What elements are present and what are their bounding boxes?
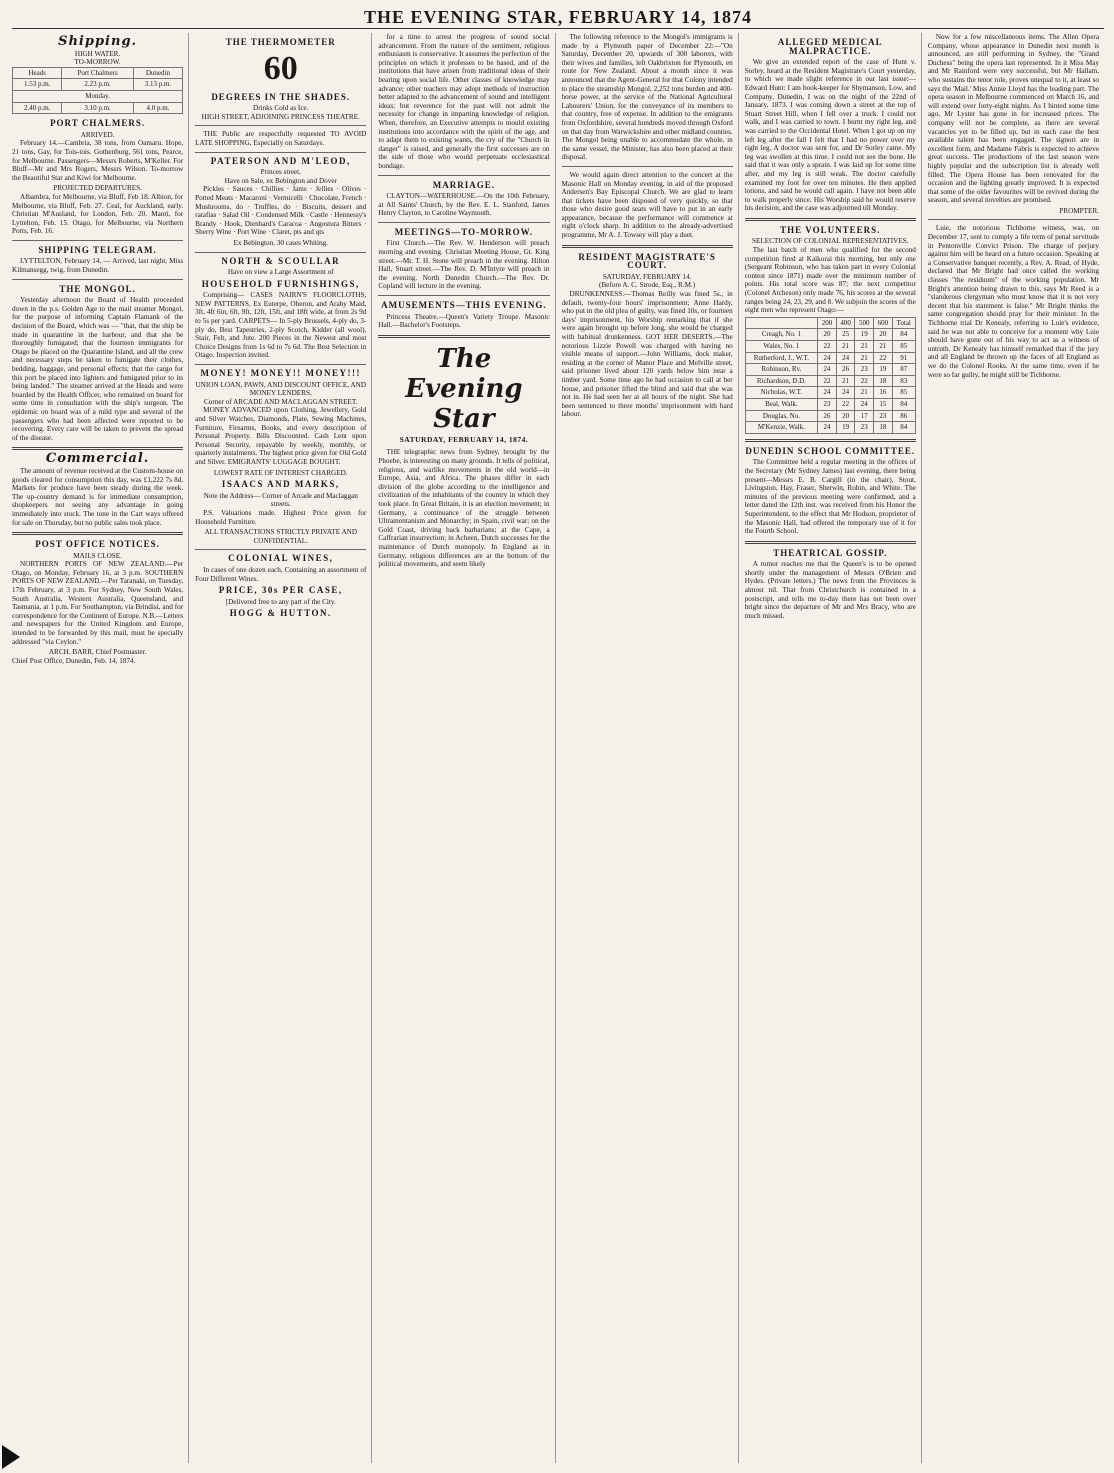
editorial-part-a: for a time to arrest the progress of sound social advancement. From the nature of the sentiment, religious enthusiasm is conservative. It assumes the perfection of the principles on which it professes to be based, and of the institutions that have arisen from traditional ideas of their bearing upon social life. Other classes of knowledge may advance; other teachers may adopt methods of instruction better adapted to the advancement of sound and intelligent ideas; but reverence for the past will not admit the necessity for change in imparting knowledge of religion. When, therefore, an Executive attempts to mould existing institutions into accordance with the spirit of the age, and to adapt them to existing wants, the cry of the "Church in danger" is raised, and generally the first successes are on the side of those who would perpetuate ecclesiastical bondage. bbox=[378, 33, 550, 170]
table-cell: 2.40 p.m. bbox=[13, 102, 62, 114]
table-cell: 21 bbox=[855, 341, 874, 353]
column-5 bbox=[745, 33, 922, 1463]
table-header-cell: 200 bbox=[818, 317, 837, 329]
table-cell: 84 bbox=[892, 422, 915, 434]
gossip-text: A rumor reaches me that the Queen's is to be opened shortly under the management of Messrs O'Brien and Hydes. (Private letters.) The news from the Provinces is almost nil. That from Christchurch is contained in a postscript, and tells me to-day there has not been over bright since the departure of Mr and Mrs Bracy, who are much missed. bbox=[744, 560, 916, 620]
table-cell: Heads bbox=[13, 67, 62, 79]
lowest-rate-line: LOWEST RATE OF INTEREST CHARGED. bbox=[213, 468, 348, 477]
table-cell: Beal, Walk. bbox=[745, 398, 817, 410]
high-water-label: HIGH WATER. bbox=[74, 49, 121, 58]
gossip-heading: THEATRICAL GOSSIP. bbox=[773, 547, 888, 558]
table-cell: 21 bbox=[874, 341, 893, 353]
table-cell: 23 bbox=[855, 422, 874, 434]
drinks-line: Drinks Cold as Ice. bbox=[253, 104, 309, 113]
marriage-text: CLAYTON—WATERHOUSE.—On the 10th February, at All Saints' Church, by the Rev. E. L. Stanford, James Henry Clayton, to Caroline Waymouth. bbox=[378, 192, 550, 218]
table-row bbox=[745, 329, 915, 341]
high-street-line: HIGH STREET, ADJOINING PRINCESS THEATRE. bbox=[201, 112, 360, 121]
table-cell: 22 bbox=[818, 375, 837, 387]
colonial-wines-heading: COLONIAL WINES, bbox=[228, 553, 334, 564]
divider bbox=[195, 364, 366, 365]
table-cell: 18 bbox=[874, 422, 893, 434]
amusements-heading: AMUSEMENTS—THIS EVENING. bbox=[381, 300, 547, 311]
union-loan-line: UNION LOAN, PAWN, AND DISCOUNT OFFICE, AND MONEY LENDERS, bbox=[195, 380, 367, 398]
shipping-heading: Shipping. bbox=[58, 34, 138, 49]
divider bbox=[378, 335, 549, 338]
divider bbox=[195, 125, 366, 126]
table-cell: 1.53 p.m. bbox=[13, 79, 62, 91]
table-cell: Dunedin bbox=[133, 67, 183, 79]
household-heading: HOUSEHOLD FURNISHINGS, bbox=[201, 278, 360, 289]
post-heading: POST OFFICE NOTICES. bbox=[35, 539, 160, 550]
amusements-text: Princess Theatre.—Queen's Variety Troupe. Masonic Hall.—Bachelor's Footsteps. bbox=[378, 312, 550, 330]
table-cell: 22 bbox=[855, 375, 874, 387]
table-cell: 21 bbox=[855, 352, 874, 364]
thermometer-value: 60 bbox=[263, 49, 298, 87]
projected-text: Albambra, for Melbourne, via Bluff, Feb 18. Albion, for Melbourne, via Bluff, Feb. 27. Ceal, for Auckland, early. Christian M'Ausland, for London, Feb. 20. Maori, for Lyttelton, Feb. 15. Otago, for Melbourne, via Northern Ports, Feb. 16. bbox=[12, 192, 184, 236]
table-cell: 83 bbox=[892, 375, 915, 387]
table-cell: 19 bbox=[855, 329, 874, 341]
table-row bbox=[13, 102, 183, 114]
column-3 bbox=[378, 33, 555, 1463]
valuation-text: P.S. Valuations made. Highest Price given for Household Furniture. bbox=[195, 508, 367, 526]
table-cell: 23 bbox=[818, 398, 837, 410]
divider bbox=[378, 222, 549, 223]
table-row bbox=[745, 422, 915, 434]
table-cell: 19 bbox=[874, 364, 893, 376]
table-cell: 85 bbox=[892, 387, 915, 399]
table-cell: 91 bbox=[892, 352, 915, 364]
table-cell: 18 bbox=[874, 375, 893, 387]
meetings-text: First Church.—The Rev. W. Henderson will preach morning and evening. Christian Meeting House, Gt. King street.—Mr. T. H. Stone will preach in the evening. Hilton Hall, Stuart street.—The Rev. D. M'Intyre will preach in the evening. North Dunedin Church.—The Rev. Dr. Copland will lecture in the evening. bbox=[378, 239, 550, 291]
table-row bbox=[745, 352, 915, 364]
table-cell: 24 bbox=[855, 398, 874, 410]
isaacs-address: Note the Address— Corner of Arcade and Maclaggan streets. bbox=[203, 491, 358, 509]
column-6 bbox=[928, 33, 1104, 1463]
price-line: PRICE, 30s PER CASE, bbox=[218, 585, 343, 596]
table-row bbox=[745, 341, 915, 353]
volunteers-heading: THE VOLUNTEERS. bbox=[780, 224, 881, 235]
divider bbox=[12, 240, 183, 241]
table-cell: 24 bbox=[836, 387, 855, 399]
goods-list: Pickles · Sauces · Chillies · Jams · Jellies · Olives · Potted Meats · Macaroni · Vermicelli · Chocolate, French · Mushrooms, do · Truffles, do · Biscuits, dessert and ratafias · Salad Oil · Condensed Milk · Castle · Hennessy's Brandy · Hook, Dienhard's Caracoa · Angostura Bitters · Sherry Wine · Port Wine · Claret, pts and qts bbox=[195, 185, 367, 237]
volunteers-text: The last batch of men who qualified for the second competition fired at Kaikorai this morning, but only one (Sergeant Robinson, who has taken part in every Colonial contest since 1871) made over the minimum number of points. His total score was 87; the next competitor (Colonel Atcheson) only made 76, his scores at the several ranges being 24, 23, 29, and 8. We subjoin the scores of the eight men who represent Otago:— bbox=[744, 246, 916, 315]
table-cell: 2.23 p.m. bbox=[62, 79, 133, 91]
paper-title: The Evening Star bbox=[405, 343, 523, 434]
malpractice-text: We give an extended report of the case of Hunt v. Sorley, heard at the Resident Magistrate's Court yesterday, to which we made slight reference in our last issue:— Edward Hunt: I am book-keeper for Shymanson, Low, and Company, Dunedin, I was on the night of the 22nd of January, 1873. I was coming down a street at the top of Stuart Street Hill, when I fell over a truck. I could not walk, and I was carried to town. I burnt my right leg, and was carried to the Occidental Hotel. When I got up on my left leg after the fall I felt that I had no power over my right leg. A doctor was sent for, and Dr Sorley came. My leg was swollen at this time. I could not see the bone. He said that it was only a sprain. I was laid up for some time after, and my leg is still weak. The doctor carefully examined my foot for over ten minutes. He then applied lotions, and said he would call again. I have not been able to walk properly since. His Worship said he would reserve his decision, and the case was adjourned till Monday. bbox=[744, 58, 916, 213]
divider bbox=[928, 219, 1099, 220]
school-heading: DUNEDIN SCHOOL COMMITTEE. bbox=[745, 445, 916, 456]
table-cell: Creagh, No. 1 bbox=[745, 329, 817, 341]
table-cell: 21 bbox=[836, 375, 855, 387]
thermometer-line: DEGREES IN THE SHADES. bbox=[211, 91, 351, 102]
table-cell: 87 bbox=[892, 364, 915, 376]
editorial-part-b: THE telegraphic news from Sydney, brought by the Phoebe, is interesting on many grounds. It tells of political, religious, and warlike movements in the old world—in Europe, Asia, and Africa. The phases differ in each division of the globe according to the intelligence and civilization of the inhabitants of the country in which they took place. In Great Britain, it is an election movement; in Germany, a continuance of the struggle between Ultramontanism and Monarchy; in Spain, civil war; on the Gold Coast, driving back barbarians; at the Cape, a Caffrarian insurrection; in Acheen, Dutch successes for the maintenance of Dutch monopoly. In England as in Germany, religious differences are at the bottom of the political movements, and seem likely bbox=[378, 448, 550, 569]
projected-label: PROJECTED DEPARTURES. bbox=[53, 184, 142, 193]
table-cell: 3.13 p.m. bbox=[133, 79, 183, 91]
telegram-text: LYTTELTON, February 14. — Arrived, last night, Miss Kilmansegg, twig, from Dunedin. bbox=[12, 257, 184, 275]
court-heading: RESIDENT MAGISTRATE'S COURT. bbox=[578, 251, 716, 271]
table-cell: 26 bbox=[836, 364, 855, 376]
column-4 bbox=[562, 33, 739, 1463]
table-row bbox=[745, 398, 915, 410]
divider bbox=[12, 447, 183, 450]
table-cell: Richardson, D.D. bbox=[745, 375, 817, 387]
hogg-hutton: HOGG & HUTTON. bbox=[229, 608, 332, 619]
table-cell: 22 bbox=[836, 398, 855, 410]
table-cell: Wales, No. 1 bbox=[745, 341, 817, 353]
thermometer-heading: THE THERMOMETER bbox=[225, 37, 336, 47]
table-cell: 22 bbox=[818, 341, 837, 353]
table-cell: Nicholas, W.T. bbox=[745, 387, 817, 399]
table-cell: 84 bbox=[892, 329, 915, 341]
commercial-text: The amount of revenue received at the Custom-house on goods cleared for consumption this day, was £1,222 7s 8d. Markets for produce have been steady during the week. The up-country demand is for immediate consumption, shopkeepers not seeing any advantage in going immediately into stock. The tone in the Cart ways offered for sale on Thursday, but no public sales took place. bbox=[12, 466, 184, 527]
paterson-heading: PATERSON AND M'LEOD, bbox=[210, 155, 351, 166]
arcade-line: Corner of ARCADE AND MACLAGGAN STREET. bbox=[203, 397, 358, 406]
column-2 bbox=[195, 33, 372, 1463]
signature: PROMPTER. bbox=[1059, 206, 1100, 215]
post-office-line: Chief Post Office, Dunedin, Feb. 14, 1874. bbox=[12, 656, 136, 665]
table-cell: Douglas, No. bbox=[745, 410, 817, 422]
table-cell: 20 bbox=[874, 329, 893, 341]
table-cell: 23 bbox=[855, 364, 874, 376]
concert-notice: We would again direct attention to the concert at the Masonic Hall on Monday evening, in aid of the proposed Andersen's Bay Episcopal Church. We are glad to learn that tickets have been disposed of very quickly, so that those who desire good seats will have to put in an early appearance, because the performance will commence at eight o'clock sharp. In addition to the already-advertised programme, Mr A. J. Towsey will play a duet. bbox=[561, 170, 733, 240]
divider bbox=[745, 218, 916, 221]
table-cell: 26 bbox=[818, 410, 837, 422]
court-date: SATURDAY, FEBRUARY 14. bbox=[602, 272, 692, 281]
table-cell: 23 bbox=[874, 410, 893, 422]
colonial-text: In cases of one dozen each, Containing an assortment of Four Different Wines. bbox=[195, 565, 367, 583]
table-row bbox=[745, 387, 915, 399]
divider bbox=[195, 152, 366, 153]
table-header-cell bbox=[745, 317, 817, 329]
divider bbox=[745, 541, 916, 544]
tomorrow-label: TO-MORROW. bbox=[74, 58, 121, 67]
isaacs-heading: ISAACS AND MARKS, bbox=[221, 479, 340, 490]
court-text: DRUNKENNESS.—Thomas Reilly was fined 5s., in default, twenty-four hours' imprisonment; Anne Hardy, who put in the old plea of guilty, was fined 10s, or fourteen days' imprisonment, his Worship remarking that if she were again brought up before long, she would be charged with habitual drunkenness. GOT HER DESERTS.—The notorious Lizzie Powell was charged with having no visible means of support.—John Williams, dock maker, residing at the corner of Manor Place and Melville street, said prisoner lived about 120 yards below him near a timber yard. Some time ago he had occasion to call at her house, and prisoner lifted the blind and said that she was not in. He had seen her at all hours of the night. She had been sentenced to three months' imprisonment with hard labour. bbox=[561, 290, 733, 419]
table-row bbox=[745, 375, 915, 387]
divider bbox=[378, 295, 549, 296]
commercial-heading: Commercial. bbox=[45, 451, 150, 467]
port-heading: PORT CHALMERS. bbox=[50, 118, 146, 129]
postmaster: ARCH. BARR, Chief Postmaster. bbox=[48, 648, 147, 657]
table-cell: 3.10 p.m. bbox=[62, 102, 133, 114]
confidential-line: ALL TRANSACTIONS STRICTLY PRIVATE AND CONFIDENTIAL. bbox=[204, 528, 358, 545]
princes-street: Princes street, bbox=[260, 168, 301, 177]
table-cell: 24 bbox=[836, 352, 855, 364]
table-cell: Rutherford, J., W.T. bbox=[745, 352, 817, 364]
table-cell: 25 bbox=[836, 329, 855, 341]
table-row bbox=[13, 67, 183, 79]
table-cell: Monday. bbox=[13, 90, 183, 102]
table-cell: 21 bbox=[836, 341, 855, 353]
divider bbox=[562, 166, 733, 167]
post-text: NORTHERN PORTS OF NEW ZEALAND.—Per Otago, on Monday, February 16, at 3 p.m. SOUTHERN PORTS OF NEW ZEALAND.—Per Taranaki, on Tuesday, 17th February, at 3 p.m. For Sydney, New South Wales, South Australia, Western Australia, Queensland, and Tasmania, at 1 p.m. For Southampton, via Brindisi, and for correspondence for the Continent of Europe. N.B.—Letters and newspapers for the United Kingdom and Europe, intended to be forwarded by this mail, must be specially addressed "via Ceylon." bbox=[12, 560, 184, 646]
table-header-cell: 400 bbox=[836, 317, 855, 329]
table-cell: 24 bbox=[818, 364, 837, 376]
divider bbox=[12, 532, 183, 535]
page-corner-marker bbox=[2, 1445, 20, 1469]
marriage-heading: MARRIAGE. bbox=[432, 179, 496, 190]
money-text: MONEY ADVANCED upon Clothing, Jewellery, Gold and Silver Watches, Diamonds, Plate, Sewing Machines, Furniture, Firearms, Books, and every description of Personal Property. Bills Discounted. Cash Lent upon Personal Security, repayable by weekly, monthly, or quarterly instalments. The highest price given for Old Gold and Silver. EMIGRANTS' LUGGAGE BOUGHT. bbox=[195, 406, 367, 466]
sale-line: Have on Sale, ex Bebington and Dover bbox=[224, 176, 337, 185]
meetings-heading: MEETINGS—TO-MORROW. bbox=[394, 226, 534, 237]
scores-table bbox=[745, 317, 916, 434]
malpractice-heading: ALLEGED MEDICAL MALPRACTICE. bbox=[777, 37, 883, 56]
table-cell: Robinson, Rv. bbox=[745, 364, 817, 376]
mongol-heading: THE MONGOL. bbox=[59, 283, 136, 294]
table-header-cell: Total bbox=[892, 317, 915, 329]
arrived-label: ARRIVED. bbox=[80, 130, 115, 139]
divider bbox=[12, 279, 183, 280]
table-cell: 19 bbox=[836, 422, 855, 434]
column-1 bbox=[12, 33, 189, 1463]
table-cell: 17 bbox=[855, 410, 874, 422]
table-cell: 20 bbox=[836, 410, 855, 422]
table-row bbox=[745, 317, 915, 329]
school-text: The Committee held a regular meeting in the offices of the Secretary (Mr Sydney James) last evening, there being present—Messrs E. B. Cargill (in the chair), Stout, Livingston, Hay, Fraser, Sherwin, Robin, and White. The minutes of the previous meeting were confirmed, and a letter dated the 12th inst. was received from his Honor the Superintendent, to the effect that Mr Hodson, proprietor of the Masonic Hall, had offered the temporary use of it for the Fourth School. bbox=[744, 458, 916, 536]
tichborne-text: Luie, the notorious Tichborne witness, was, on December 17, sent to comply a life term of penal servitude in Pentonville Convict Prison. The charge of perjury against him will be heard on a future occasion. Speaking at a Conservative banquet recently, a Rev. A. Read, of Hyde, declared that Mr Bright had once called the working classes "the residuum" of the working population. Mr Bright's attention being drawn to this, says Mr Reed is a "slanderous clergyman who must know that it is not very decent that his statement is false." Mr Bright thinks the same congregation should pray for their minister. In the Tichborne trial Dr Kenealy, referring to Luie's evidence, said he was not able to conceive for a moment why Luie should have gone out of his way to act as a witness of untruth. Dr Kenealy has himself remarked that if the jury and all England be thrown up the faces of all England as we do the Colonel Rooks. At the same time, even if he were so far guilty, he might still be Tichborne. bbox=[927, 224, 1100, 379]
divider bbox=[745, 439, 916, 442]
volunteers-subheading: SELECTION OF COLONIAL REPRESENTATIVES. bbox=[752, 237, 909, 246]
table-row bbox=[745, 410, 915, 422]
table-cell: 22 bbox=[874, 352, 893, 364]
paper-date: SATURDAY, FEBRUARY 14, 1874. bbox=[399, 434, 529, 444]
mongol-immigrants-text: The following reference to the Mongol's immigrants is made by a Plymouth paper of December 22:—"On Saturday, December 20, upwards of 300 laborers, with their wives and families, left Oakbrixton for Plymouth, en route for New Zealand. About a month since it was announced that the Agent-General for that Colony intended to place the steamship Mongol, 2,252 tons burden and 400-horse power, at the service of the National Agricultural Labourers' Union, for the conveyance of its members to that country, free of expense. In addition to the emigrants from Oxfordshire, several hundreds moved through Oxford on that day from Warwickshire and other midland counties. The Mongol being unable to accommodate the whole, in the same vessel, the Minister, has also been placed at their disposal. bbox=[561, 33, 733, 162]
table-cell: 20 bbox=[818, 329, 837, 341]
bebington-line: Ex Bebington, 30 cases Whiting. bbox=[233, 238, 328, 247]
tide-table bbox=[12, 67, 183, 114]
divider bbox=[195, 549, 366, 550]
table-row bbox=[745, 364, 915, 376]
telegram-heading: SHIPPING TELEGRAM. bbox=[38, 244, 157, 255]
divider bbox=[562, 245, 733, 248]
table-cell: 24 bbox=[818, 422, 837, 434]
divider bbox=[195, 252, 366, 253]
page-masthead: THE EVENING STAR, FEBRUARY 14, 1874 bbox=[12, 6, 1104, 29]
table-cell: 24 bbox=[818, 387, 837, 399]
table-row bbox=[13, 90, 183, 102]
arrived-text: February 14.—Cambria, 38 tons, from Oamaru. Hope, 21 tons, Gay, for Tois-tois. Gothenburg, 561 tons, Pearce, for Melbourne. Passengers—Messrs Roberts, M'Keller. For Bluff—Mr and Mrs Rogers, Messrs Wilson. To-morrow the Beautiful Star and Kiwi for Melbourne. bbox=[12, 139, 184, 182]
household-text: Comprising— CASES NAIRN'S FLOORCLOTHS, NEW PATTERNS, Ex Euterpe, Oberon, and Araby Maid, 3ft, 4ft 6in, 6ft, 9ft, 12ft, 15ft, and 18ft wide, at from 2s 9d to 5s per yard. CARPETS— In 5-ply Brussels, 4-ply do, 3-ply do, Best Tapestries, 2-ply Scotch, Kidder (all wool), Stair, Felt, and Jute. 200 Pieces in the Newest and most Choice Designs from 1s 6d to 7s 6d. The Best Selection in Otago. Inspection invited. bbox=[195, 291, 367, 360]
mails-close-label: MAILS CLOSE. bbox=[73, 551, 122, 560]
table-cell: Port Chalmers bbox=[62, 67, 133, 79]
money-heading: MONEY! MONEY!! MONEY!!! bbox=[200, 368, 361, 379]
north-line: Have on view a Large Assortment of bbox=[227, 268, 334, 277]
delivered-line: [Delivered free to any part of the City. bbox=[225, 597, 336, 606]
columns bbox=[12, 33, 1104, 1463]
table-cell: 21 bbox=[855, 387, 874, 399]
table-cell: 4.0 p.m. bbox=[133, 102, 183, 114]
miscellaneous-text: Now for a few miscellaneous items. The Allen Opera Company, whose appearance in Dunedin next month is announced, are still performing in Sydney, the "Grand Duchess" being the opera last represented. In it Miss May and Mr Rainford were very successful, but Mr Hallam, who sustains the tenor role, proves unequal to it, at least so says the 'Mail.' Miss Annie Lloyd has the leading part. The opera season in Melbourne commenced on March 16, and will extend over forty-eight nights. As I hinted some time ago, Mr Lyster has gone in for increased prices. The company will not be complete, as there are several vacancies yet to be filled up, but in each case the best available talent has been engaged. The signori are in excellent form, and Madame Fabris is expected to achieve great success. The productions of the last season were highly popular and the subscription list is already well filled. The Opera House has been renovated for the occasion and the lighting greatly improved. It is expected that some of the older favourites will be revived during the season, and several novelties are promised. bbox=[927, 33, 1100, 205]
table-cell: 85 bbox=[892, 341, 915, 353]
table-cell: 86 bbox=[892, 410, 915, 422]
public-notice: THE Public are respectfully requested TO AVOID LATE SHOPPING, Especially on Saturdays. bbox=[195, 130, 367, 147]
mongol-text: Yesterday afternoon the Board of Health proceeded down in the p.s. Golden Age to the mail steamer Mongol, for the purpose of informing Captain Flamank of the decision of the Board, which was — "that, that the ship be made in quarantine in the harbour, and that she be thoroughly fumigated; that the fourteen immigrants for Otago be placed on the Quarantine Island, and all the crew and necessary steps be taken to fumigate their clothes, bedding, baggage, and personal effects; that the cargo for this port be placed into lighters and fumigated prior to its being landed." The steamer arrived at the Heads and were boarded by the Health Officer, who remained on board for some time in consultation with the ship's surgeon. The epidemic on board was of a mild type and several of the passengers who had been affected were reported to be recovering. Every care will be taken to prevent the spread of the disease. bbox=[12, 296, 184, 442]
court-before: (Before A. C. Strode, Esq., R.M.) bbox=[598, 281, 696, 290]
table-cell: M'Kenzie, Walk. bbox=[745, 422, 817, 434]
table-cell: 15 bbox=[874, 398, 893, 410]
table-cell: 16 bbox=[874, 387, 893, 399]
table-header-cell: 500 bbox=[855, 317, 874, 329]
table-cell: 24 bbox=[818, 352, 837, 364]
table-row bbox=[13, 79, 183, 91]
table-cell: 84 bbox=[892, 398, 915, 410]
divider bbox=[378, 175, 549, 176]
north-scoullar-heading: NORTH & SCOULLAR bbox=[221, 255, 341, 266]
table-header-cell: 600 bbox=[874, 317, 893, 329]
